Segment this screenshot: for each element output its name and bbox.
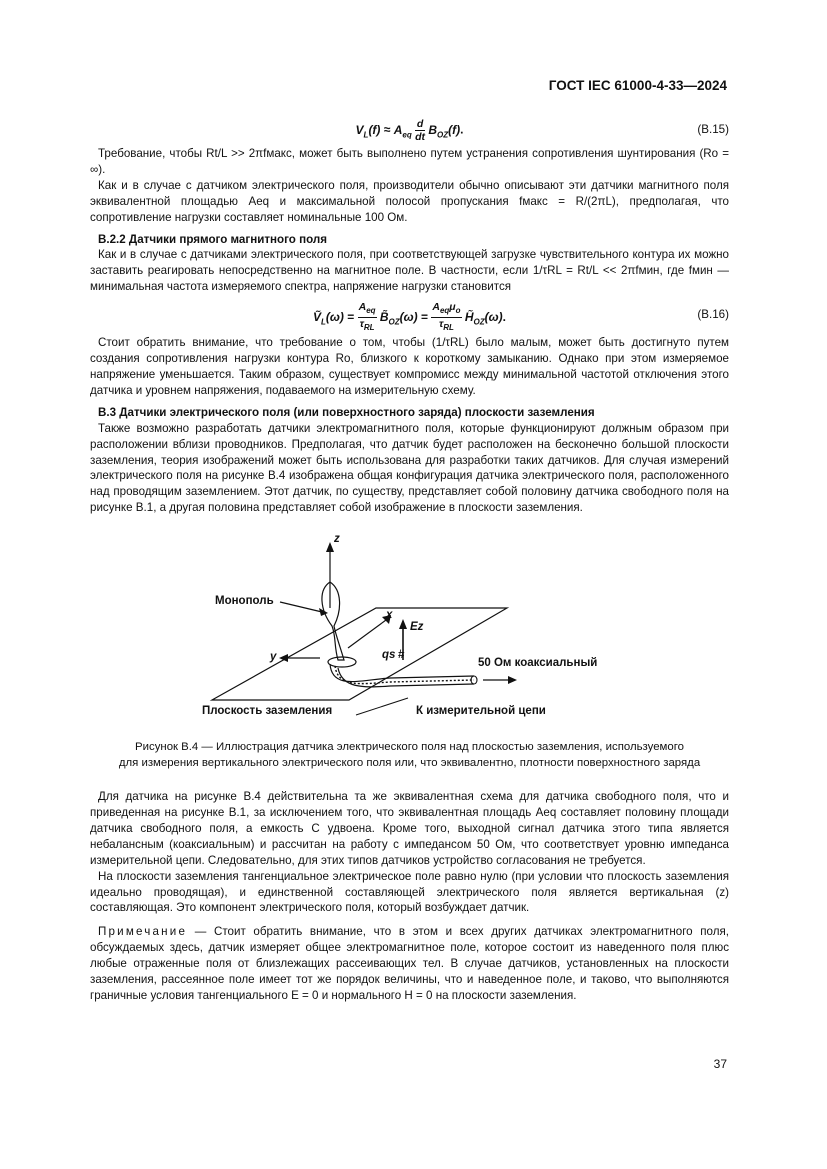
section-heading-b22: В.2.2 Датчики прямого магнитного поля: [98, 232, 328, 246]
document-header: ГОСТ IEC 61000-4-33—2024: [548, 78, 727, 93]
monopole-base: [328, 657, 356, 667]
paragraph-equivalent-circuit: Для датчика на рисунке В.4 действительна та же эквивалентная схема для датчика свободного поля, что и приведенная на рисунке В.1, за исключением того, что эквивалентная площадь Aeq составляет половину площади датчика свободного поля, а емкость C удвоена. Кроме того, выходной сигнал датчика этого типа является небалансным (коаксиальным) и рассчитан на работу с импедансом 50 Ом, что соответствует уровню импеданса измерительной цепи. Следовательно, для этих типов датчиков устройство согласования не требуется.: [90, 790, 729, 867]
equation-b16-number: (В.16): [697, 308, 729, 322]
page-number: 37: [713, 1057, 727, 1071]
monopole-pointer-line: [280, 602, 322, 612]
paragraph-compromise: Стоит обратить внимание, что требование о том, чтобы (1/τRL) было малым, может быть достигнуто путем создания сопротивления нагрузки контура Ro, близкого к короткому замыканию. Однако при этом измеряемое напряжение уменьшается. Таким образом, существует компромисс между минимальной частотой отключения этого датчика и уровнем напряжения, подаваемого на измерительную схему.: [90, 336, 729, 397]
ground-label-leader: [356, 698, 408, 715]
figure-label-y: y: [270, 651, 277, 664]
note-label: Примечание: [98, 925, 188, 939]
figure-label-x: x: [386, 609, 393, 622]
x-axis-line: [348, 620, 386, 648]
figure-label-qs: qs: [382, 649, 396, 662]
equation-b16: [90, 295, 729, 335]
figure-label-ground-plane: Плоскость заземления: [202, 705, 333, 718]
section-heading-b3: В.3 Датчики электрического поля (или поверхностного заряда) плоскости заземления: [98, 405, 595, 419]
equation-b16-expression: Ṽ$_L$(ω) = $\frac{A_{eq}}{\tau_{RL}}$ $B̃_{OZ}(\omega)$ = $\frac{A_{eq}\mu_o}{\tau_{RL}}$ $H̃_{OZ}(\omega)$.: [312, 301, 507, 333]
paragraph-manufacturers: Как и в случае с датчиком электрического поля, производители обычно описывают эти датчики магнитного поля эквивалентной площадью Aeq и максимальной полосой пропускания fмакс = R/(2πL), предполагая, что сопротивление нагрузки составляет номинальные 100 Ом.: [90, 178, 729, 224]
figure-label-ez: Ez: [410, 621, 424, 634]
caption-line-2: для измерения вертикального электрического поля или, что эквивалентно, плотности поверхностного заряда: [118, 756, 701, 769]
figure-label-coax: 50 Ом коаксиальный: [478, 657, 598, 670]
figure-label-monopole: Монополь: [215, 595, 274, 608]
paragraph-shunt-requirement: Требование, чтобы Rt/L >> 2πfмакс, может быть выполнено путем устранения сопротивления шунтирования (Ro = ∞).: [90, 147, 729, 176]
coax-cable-top: [330, 664, 474, 682]
paragraph-ground-plane-sensors: Также возможно разработать датчики электромагнитного поля, которые функционируют должным образом при расположении вблизи проводников. Предполагая, что датчик будет расположен на бесконечно большой плоскости заземления, теория изображений может быть использована для разработки таких датчиков. Для случая измерений электрического поля на рисунке В.4 изображена общая конфигурация датчика электрического поля, расположенного над проводящим заземлением. Этот датчик, по существу, представляет собой половину датчика свободного поля на рисунке В.1, а другая половина представляет собой изображение в плоскости заземления.: [90, 421, 729, 515]
equation-b15-expression: $V_L(f) \approx A_{eq}$ $\frac{d}{dt}$ $B_{OZ}(f)$.: [355, 118, 464, 143]
figure-label-z: z: [334, 533, 340, 546]
caption-line-1: Рисунок В.4 — Иллюстрация датчика электрического поля над плоскостью заземления, используемого: [135, 741, 684, 754]
figure-b4-caption: [90, 740, 729, 771]
paragraph-direct-magnetic: Как и в случае с датчиками электрического поля, при соответствующей загрузке чувствительного контура их можно заставить реагировать непосредственно на магнитное поле. В частности, если 1/τRL = Rt/L << 2πfмин, где fмин — минимальная частота измеряемого спектра, напряжение нагрузки становится: [90, 248, 729, 294]
note-paragraph: [90, 924, 729, 1004]
monopole-shape: [322, 582, 344, 660]
equation-b15-number: (В.15): [697, 123, 729, 136]
ez-arrowhead: [399, 619, 407, 629]
coax-arrowhead: [508, 676, 517, 684]
paragraph-tangential-field: На плоскости заземления тангенциальное электрическое поле равно нулю (при условии что плоскость заземления идеально проводящая), и единственной составляющей электрического поля является вертикальная (z) составляющая. Это компонент электрического поля, который возбуждает датчик.: [90, 869, 729, 915]
figure-label-hash: #: [398, 649, 405, 662]
equation-b15: [90, 112, 729, 146]
page-content: [90, 112, 729, 1004]
z-axis-arrowhead: [326, 542, 334, 552]
note-text: — Стоит обратить внимание, что в этом и всех других датчиках электромагнитного поля, обсуждаемых здесь, датчик измеряет общее электромагнитное поле, которое состоит из наведенного поля плюс любые отраженные поля от близлежащих рассеивающих тел. В случае датчиков, установленных на плоскости заземления, рассеянное поле имеет тот же порядок величины, что и наведенное поле, и таково, что выполняются граничные условия тангенциального E = 0 и нормального H = 0 на плоскости заземления.: [90, 925, 729, 1002]
figure-b4: [90, 530, 729, 730]
figure-label-measuring-circuit: К измерительной цепи: [416, 705, 546, 718]
y-axis-arrowhead: [279, 654, 288, 662]
